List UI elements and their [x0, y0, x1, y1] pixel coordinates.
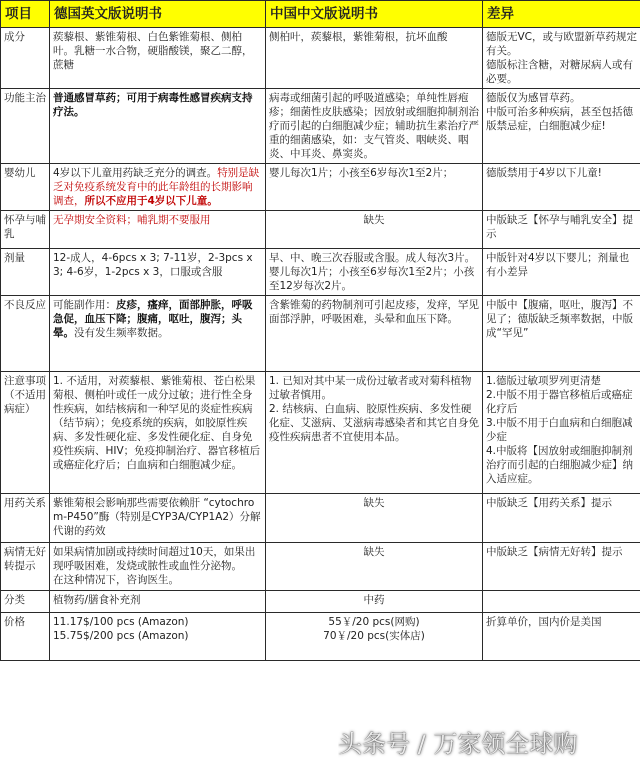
- difference-cell: [483, 543, 640, 591]
- cell-text: 中版缺乏【用药关系】提示: [486, 497, 612, 509]
- cell-text: 侧柏叶，蒺藜根，紫锥菊根，抗坏血酸: [269, 31, 448, 43]
- cell-text: 早、中、晚三次吞服或含服。成人每次3片。婴儿每次1片；小孩至6岁每次1至2片；小孩至12岁每次2片。: [269, 252, 476, 292]
- row-label: 成分: [1, 28, 50, 89]
- cell-text: 德版标注含糖，对糖尿病人或有必要。: [486, 59, 633, 85]
- cell-text: 没有发生频率数据。: [74, 327, 169, 339]
- cell-text: 缺失: [363, 497, 385, 509]
- cell-text: 2.中版不用于器官移植后或癌症化疗后: [486, 389, 633, 415]
- row-label: 注意事项（不适用病症）: [1, 372, 50, 494]
- cell-text: 如果病情加剧或持续时间超过10天，如果出现呼吸困难，发烧或脓性或血性分泌物。: [53, 546, 256, 572]
- table-row-precautions: [1, 372, 640, 494]
- german-cell: [50, 164, 266, 211]
- difference-cell: [483, 211, 640, 249]
- header-difference: 差异: [483, 1, 640, 28]
- cell-text: 普通感冒草药；可用于病毒性感冒疾病支持疗法。: [53, 92, 253, 118]
- german-cell: [50, 591, 266, 613]
- cell-text: 婴儿每次1片；小孩至6岁每次1至2片；: [269, 167, 454, 179]
- cell-text: 中版缺乏【怀孕与哺乳安全】提示: [486, 214, 633, 240]
- cell-text: 中版缺乏【病情无好转】提示: [486, 546, 623, 558]
- row-label: 病情无好转提示: [1, 543, 50, 591]
- row-label: 分类: [1, 591, 50, 613]
- chinese-cell: [266, 494, 483, 543]
- cell-text: 55￥/20 pcs(网购): [328, 616, 420, 628]
- cell-text: 所以不应用于4岁以下儿童。: [84, 195, 218, 207]
- cell-text: 在这种情况下，咨询医生。: [53, 574, 179, 586]
- row-label: 价格: [1, 613, 50, 661]
- cell-text: 可能副作用：: [53, 299, 116, 311]
- chinese-cell: [266, 296, 483, 372]
- cell-text: 无孕期安全资料；哺乳期不要服用: [53, 214, 211, 226]
- table-row-infants: [1, 164, 640, 211]
- cell-text: 15.75$/200 pcs (Amazon): [53, 630, 189, 642]
- cell-text: 11.17$/100 pcs (Amazon): [53, 616, 189, 628]
- german-cell: [50, 28, 266, 89]
- cell-text: 特别是缺乏对免疫系统发育中的此年龄组的长期影响调查，: [53, 167, 260, 207]
- cell-text: 德版仅为感冒草药。: [486, 92, 581, 104]
- cell-text: 中版中【腹痛，呕吐，腹泻】不见了；德版缺乏频率数据，中版成“罕见”: [486, 299, 633, 339]
- difference-cell: [483, 28, 640, 89]
- german-cell: [50, 372, 266, 494]
- table-row-price: [1, 613, 640, 661]
- german-cell: [50, 613, 266, 661]
- row-label: 不良反应: [1, 296, 50, 372]
- difference-cell: [483, 372, 640, 494]
- cell-text: 中药: [363, 594, 385, 606]
- table-row-side-effects: [1, 296, 640, 372]
- watermark-text: 头条号 / 万家领全球购: [338, 730, 578, 758]
- cell-text: 2. 结核病、白血病、胶原性疾病、多发性硬化症、艾滋病、艾滋病毒感染者和其它自身免疫性疾病患者不宜使用本品。: [269, 403, 479, 443]
- cell-text: 缺失: [363, 214, 385, 226]
- cell-text: 70￥/20 pcs(实体店): [323, 630, 425, 642]
- cell-text: 1. 不适用，对蒺藜根、紫锥菊根、苍白松果菊根、侧柏叶或任一成分过敏；进行性全身性疾病，如结核病和一种罕见的炎症性疾病（结节病）；免疫系统的疾病，如胶原性疾病、多发性硬化症、多发性硬化症、自身免疫性疾病、HIV；免疫抑制治疗、器官移植后或癌症化疗后；白血病和白细胞减少症。: [53, 375, 261, 471]
- cell-text: 病毒或细菌引起的呼吸道感染；单纯性唇疱疹；细菌性皮肤感染；因放射或细胞抑制剂治疗而引起的白细胞减少症；辅助抗生素治疗严重的细菌感染，如：支气管炎、咽峡炎、咽炎、中耳炎、鼻窦炎。: [269, 92, 479, 160]
- table-row-ingredients: [1, 28, 640, 89]
- table-row-drug-interactions: [1, 494, 640, 543]
- row-label: 用药关系: [1, 494, 50, 543]
- cell-text: 折算单价，国内价是美国: [486, 616, 602, 628]
- chinese-cell: [266, 89, 483, 164]
- german-cell: [50, 249, 266, 296]
- german-cell: [50, 211, 266, 249]
- header-chinese-manual: 中国中文版说明书: [266, 1, 483, 28]
- cell-text: 含紫锥菊的药物制剂可引起皮疹，发痒，罕见面部浮肿，呼吸困难，头晕和血压下降。: [269, 299, 479, 325]
- chinese-cell: [266, 372, 483, 494]
- german-cell: [50, 296, 266, 372]
- table-row-indications: [1, 89, 640, 164]
- difference-cell: [483, 296, 640, 372]
- cell-text: 4.中版将【因放射或细胞抑制剂治疗而引起的白细胞减少症】纳入适应症。: [486, 445, 633, 485]
- cell-text: 3.中版不用于白血病和白细胞减少症: [486, 417, 633, 443]
- row-label: 婴幼儿: [1, 164, 50, 211]
- table-row-dosage: [1, 249, 640, 296]
- chinese-cell: [266, 613, 483, 661]
- chinese-cell: [266, 543, 483, 591]
- cell-text: 皮疹，瘙痒，面部肿胀，呼吸急促，血压下降；腹痛，呕吐，腹泻；头晕。: [53, 299, 253, 339]
- cell-text: 12-成人，4-6pcs x 3; 7-11岁，2-3pcs x 3; 4-6岁，1-2pcs x 3，口服或含服: [53, 252, 253, 278]
- cell-text: 中版针对4岁以下婴儿；剂量也有小差异: [486, 252, 630, 278]
- header-german-manual: 德国英文版说明书: [50, 1, 266, 28]
- difference-cell: [483, 591, 640, 613]
- table-row-category: [1, 591, 640, 613]
- cell-text: 1.德版过敏项罗列更清楚: [486, 375, 602, 387]
- german-cell: [50, 543, 266, 591]
- german-cell: [50, 89, 266, 164]
- difference-cell: [483, 89, 640, 164]
- table-row-no-improvement: [1, 543, 640, 591]
- cell-text: 1. 已知对其中某一成份过敏者或对菊科植物过敏者慎用。: [269, 375, 472, 401]
- row-label: 怀孕与哺乳: [1, 211, 50, 249]
- chinese-cell: [266, 211, 483, 249]
- cell-text: 德版禁用于4岁以下儿童!: [486, 167, 602, 179]
- german-cell: [50, 494, 266, 543]
- cell-text: 紫锥菊根会影响那些需要依赖肝 “cytochrom-P450”酶（特别是CYP3A/CYP1A2）分解代谢的药效: [53, 497, 261, 537]
- difference-cell: [483, 249, 640, 296]
- chinese-cell: [266, 164, 483, 211]
- cell-text: 缺失: [363, 546, 385, 558]
- cell-text: 蒺藜根、紫锥菊根、白色紫锥菊根、侧柏叶。乳糖一水合物，硬脂酸镁，聚乙二醇，蔗糖: [53, 31, 253, 71]
- cell-text: 德版无VC，或与欧盟新草药规定有关。: [486, 31, 638, 57]
- chinese-cell: [266, 28, 483, 89]
- header-row: [1, 1, 640, 28]
- table-row-pregnancy: [1, 211, 640, 249]
- row-label: 剂量: [1, 249, 50, 296]
- cell-text: 植物药/膳食补充剂: [53, 594, 141, 606]
- difference-cell: [483, 164, 640, 211]
- difference-cell: [483, 613, 640, 661]
- header-item: 项目: [1, 1, 50, 28]
- chinese-cell: [266, 249, 483, 296]
- chinese-cell: [266, 591, 483, 613]
- cell-text: 4岁以下儿童用药缺乏充分的调查。: [53, 167, 218, 179]
- difference-cell: [483, 494, 640, 543]
- cell-text: 中版可治多种疾病，甚至包括德版禁忌症，白细胞减少症!: [486, 106, 633, 132]
- row-label: 功能主治: [1, 89, 50, 164]
